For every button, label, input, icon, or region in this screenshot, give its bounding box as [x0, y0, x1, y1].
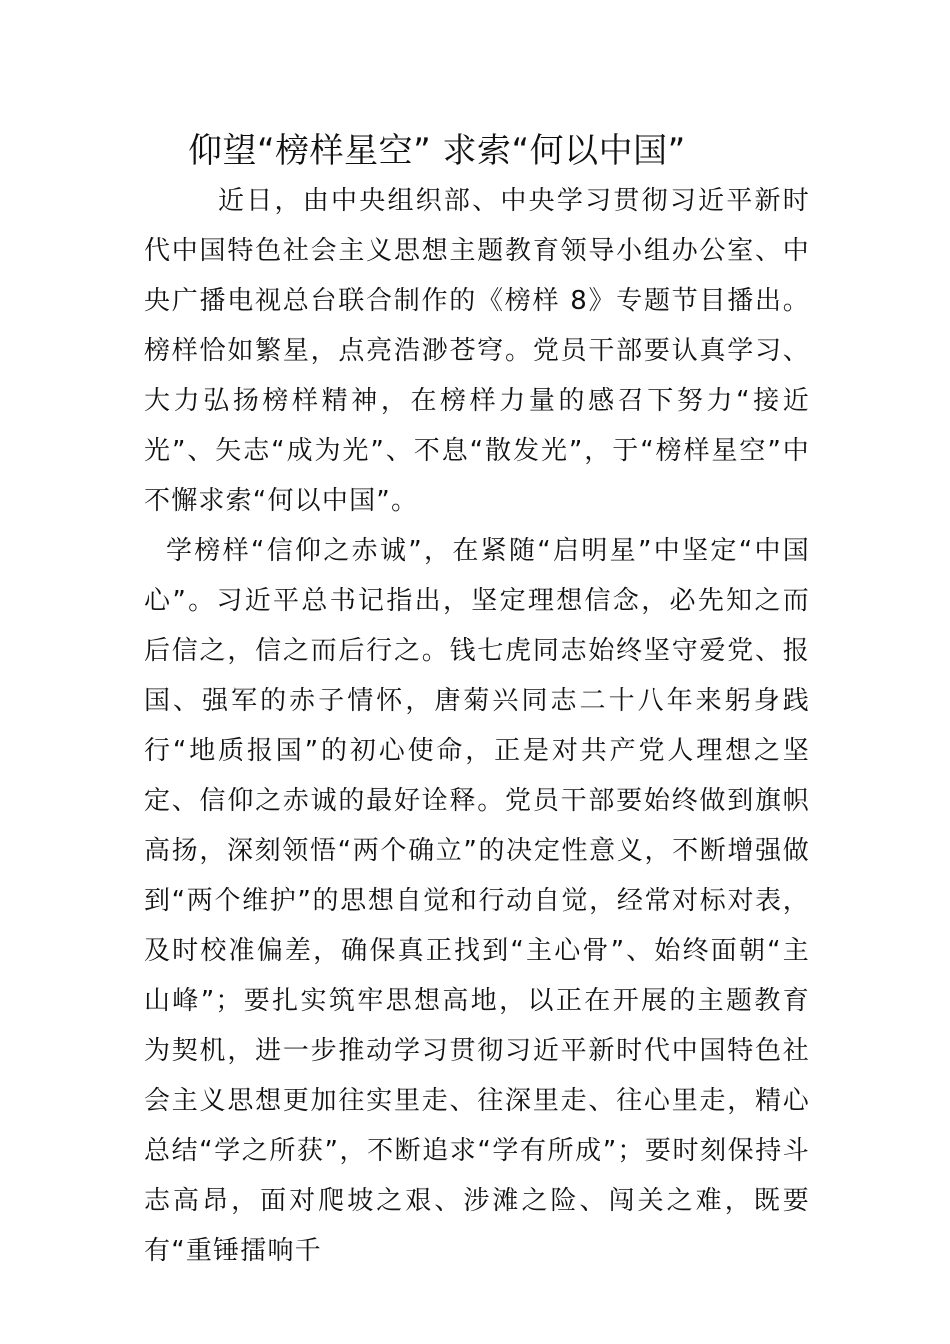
- paragraph-faith: 学榜样“信仰之赤诚”，在紧随“启明星”中坚定“中国心”。习近平总书记指出，坚定理想信念，必先知之而后信之，信之而后行之。钱七虎同志始终坚守爱党、报国、强军的赤子情怀，唐菊兴同志二十八年来躬身践行“地质报国”的初心使命，正是对共产党人理想之坚定、信仰之赤诚的最好诠释。党员干部要始终做到旗帜高扬，深刻领悟“两个确立”的决定性意义，不断增强做到“两个维护”的思想自觉和行动自觉，经常对标对表，及时校准偏差，确保真正找到“主心骨”、始终面朝“主山峰”；要扎实筑牢思想高地，以正在开展的主题教育为契机，进一步推动学习贯彻习近平新时代中国特色社会主义思想更加往实里走、往深里走、往心里走，精心总结“学之所获”，不断追求“学有所成”；要时刻保持斗志高昂，面对爬坡之艰、涉滩之险、闯关之难，既要有“重锤擂响千: [144, 536, 810, 1266]
- document-title: 仰望“榜样星空” 求索“何以中国”: [188, 131, 686, 171]
- paragraph-intro: 近日，由中央组织部、中央学习贯彻习近平新时代中国特色社会主义思想主题教育领导小组办公室、中央广播电视总台联合制作的《榜样 8》专题节目播出。榜样恰如繁星，点亮浩渺苍穹。党员干部要认真学习、大力弘扬榜样精神，在榜样力量的感召下努力“接近光”、矢志“成为光”、不息“散发光”，于“榜样星空”中不懈求索“何以中国”。: [144, 186, 810, 516]
- document-body: [144, 176, 810, 1276]
